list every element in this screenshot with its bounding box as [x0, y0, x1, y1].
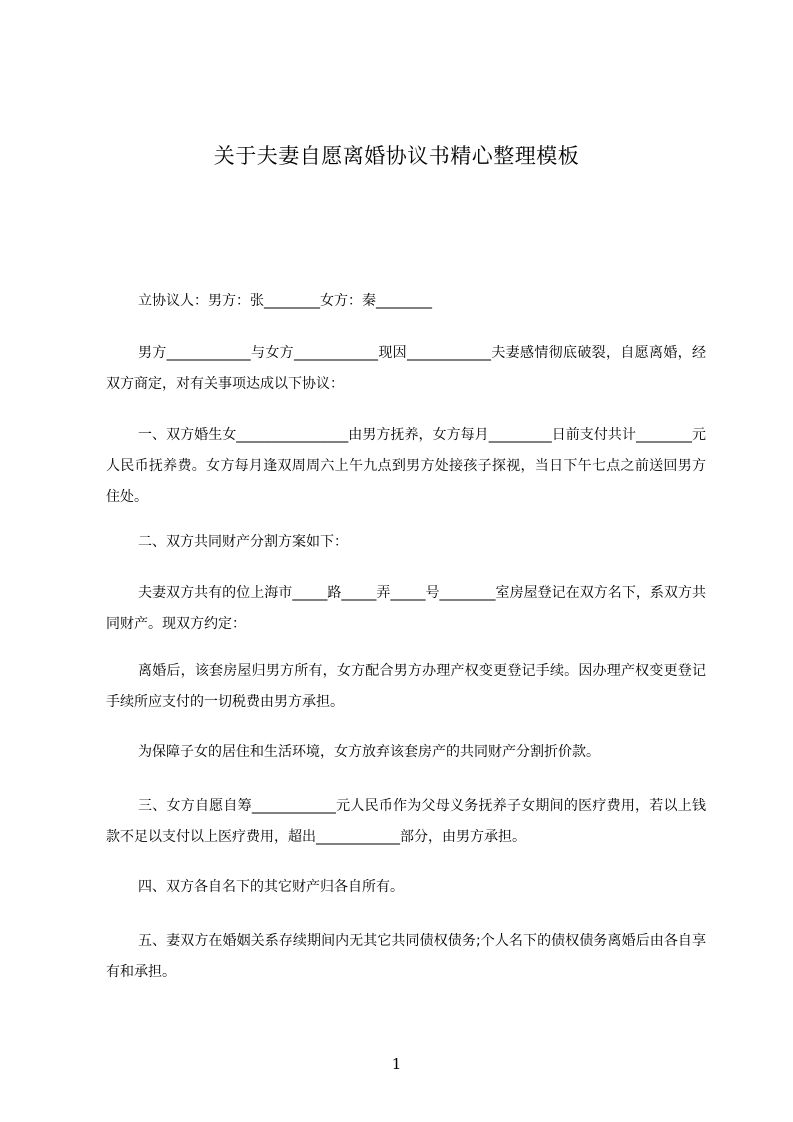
- clause-1-paragraph: [106, 420, 706, 513]
- property-paragraph: [106, 578, 706, 640]
- clause-3-paragraph: [106, 791, 706, 853]
- document-title: 关于夫妻自愿离婚协议书精心整理模板: [213, 144, 580, 168]
- clause-4-text: 四、双方各自名下的其它财产归各自所有。: [138, 879, 404, 895]
- clause-1-text: 一、双方婚生女________________由男方抚养，女方每月_________日前支付共计________元人民币抚养费。女方每月逢双周周六上午九点到男方处接孩子探视，当日下午七点之前送回男方住处。: [106, 427, 706, 505]
- clause-2-heading: [106, 527, 706, 558]
- property-transfer-text: 离婚后，该套房屋归男方所有，女方配合男方办理产权变更登记手续。因办理产权变更登记手续所应支付的一切税费由男方承担。: [106, 663, 706, 710]
- intro-paragraph: [106, 338, 706, 400]
- clause-5-paragraph: [106, 926, 706, 988]
- clause-3-text: 三、女方自愿自筹____________元人民币作为父母义务抚养子女期间的医疗费用，若以上钱款不足以支付以上医疗费用，超出____________部分，由男方承担。: [106, 798, 706, 845]
- property-text: 夫妻双方共有的位上海市_____路_____弄_____号________室房屋登记在双方名下，系双方共同财产。现双方约定：: [106, 585, 706, 632]
- property-waiver-paragraph: [106, 737, 706, 768]
- property-transfer-paragraph: [106, 656, 706, 718]
- page-number: 1: [391, 1055, 402, 1073]
- parties-text: 立协议人：男方：张________女方：秦________: [138, 293, 432, 309]
- parties-line: [106, 286, 706, 317]
- clause-4-paragraph: [106, 872, 706, 903]
- clause-5-text: 五、妻双方在婚姻关系存续期间内无其它共同债权债务;个人名下的债权债务离婚后由各自享有和承担。: [106, 933, 706, 980]
- clause-2-text: 二、双方共同财产分割方案如下：: [138, 534, 348, 550]
- property-waiver-text: 为保障子女的居住和生活环境，女方放弃该套房产的共同财产分割折价款。: [138, 744, 600, 760]
- intro-text: 男方____________与女方____________现因____________夫妻感情彻底破裂，自愿离婚，经双方商定，对有关事项达成以下协议：: [106, 345, 706, 392]
